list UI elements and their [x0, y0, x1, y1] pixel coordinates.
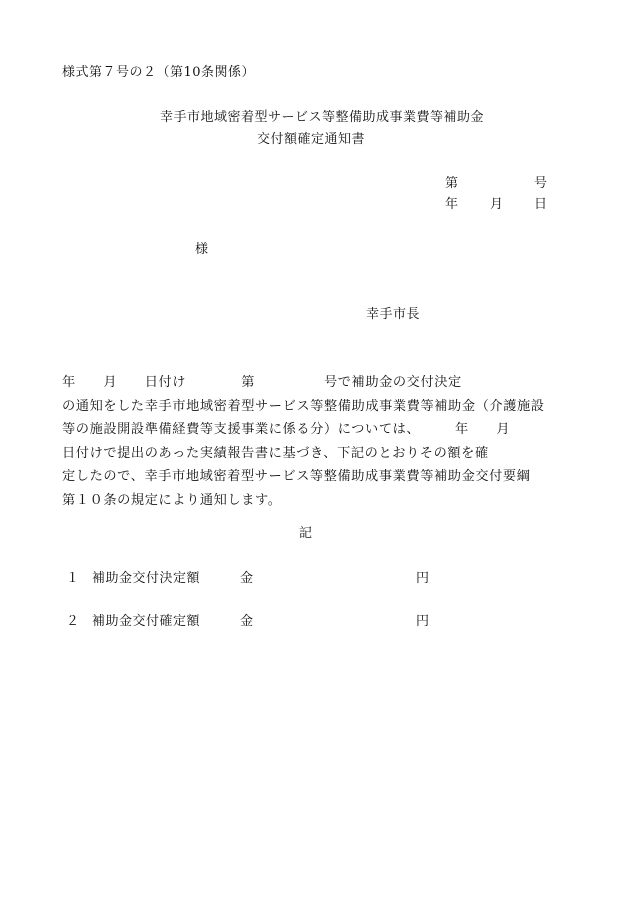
- document-title-line1: 幸手市地域密着型サービス等整備助成事業費等補助金: [160, 110, 485, 125]
- item-2-kin: 金: [240, 614, 254, 629]
- sender-name: 幸手市長: [366, 307, 421, 322]
- form-label: 様式第７号の２（第10条関係）: [62, 65, 256, 80]
- item-1-kin: 金: [240, 571, 254, 586]
- item-1-yen: 円: [416, 571, 430, 586]
- body-line-3: 等の施設開設準備経費等支援事業に係る分）については、 年 月: [62, 422, 511, 437]
- item-2-yen: 円: [416, 614, 430, 629]
- ref-date-month: 月: [490, 197, 504, 212]
- item-1-label: 補助金交付決定額: [92, 571, 201, 586]
- ref-number-prefix: 第: [445, 176, 459, 191]
- item-1-num: １: [66, 571, 80, 586]
- ref-number-suffix: 号: [534, 176, 548, 191]
- ref-date-day: 日: [534, 197, 548, 212]
- item-2-label: 補助金交付確定額: [92, 614, 201, 629]
- body-line-4: 日付けで提出のあった実績報告書に基づき、下記のとおりその額を確: [62, 445, 489, 461]
- item-2-num: ２: [66, 614, 80, 629]
- body-line-2: の通知をした幸手市地域密着型サービス等整備助成事業費等補助金（介護施設: [62, 398, 545, 414]
- ki-heading: 記: [299, 526, 313, 541]
- body-line-6: 第１０条の規定により通知します。: [62, 492, 282, 508]
- body-paragraph: [62, 371, 566, 512]
- ref-date-year: 年: [445, 197, 459, 212]
- addressee-honorific: 様: [195, 242, 209, 257]
- document-title-line2: 交付額確定通知書: [257, 132, 366, 147]
- body-line-5: 定したので、幸手市地域密着型サービス等整備助成事業費等補助金交付要綱: [62, 469, 531, 484]
- body-line-1: 年 月 日付け 第 号で補助金の交付決定: [62, 375, 462, 390]
